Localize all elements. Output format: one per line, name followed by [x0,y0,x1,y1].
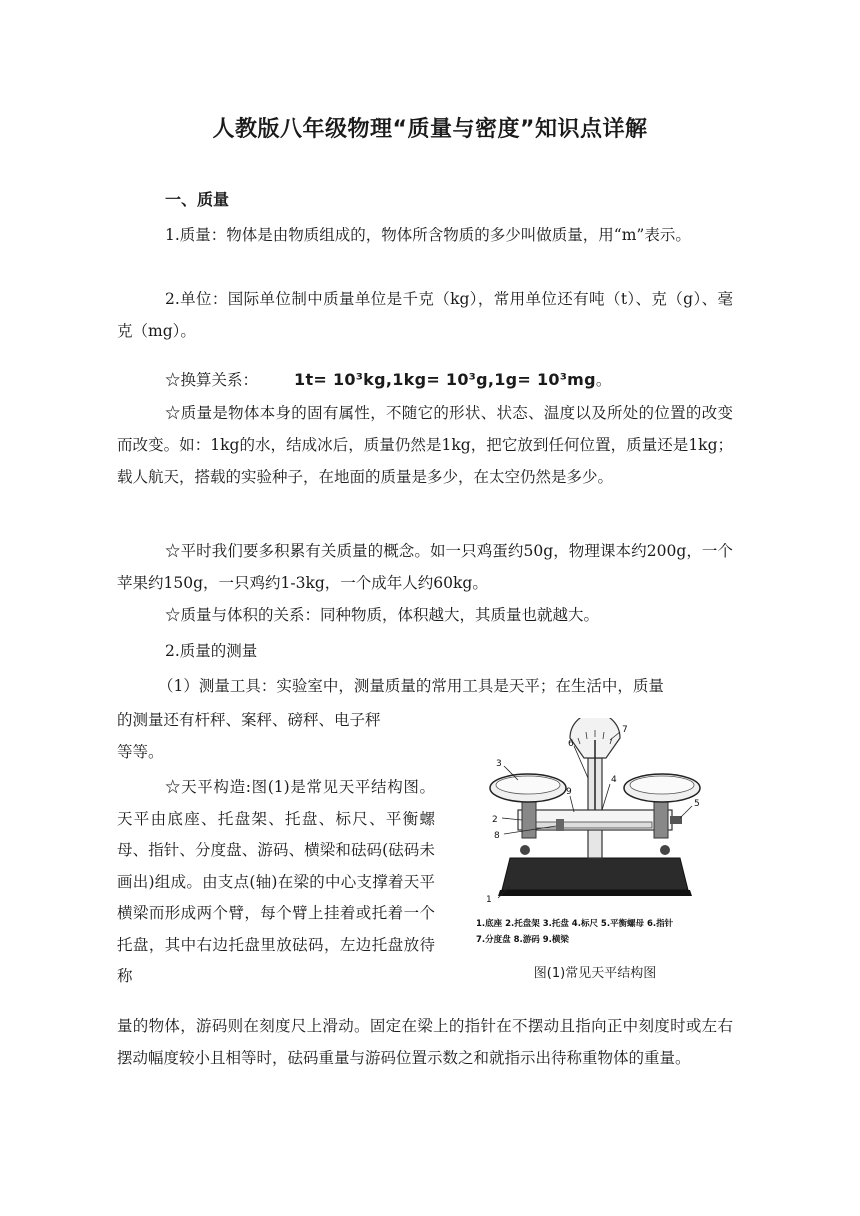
paragraph-tools-line3: 等等。 [117,743,164,761]
figure-number: 9 [566,787,572,797]
paragraph-measurement-heading: 2.质量的测量 [165,642,258,660]
conversion-label: ☆换算关系： [165,371,259,389]
figure-number: 3 [496,759,502,769]
paragraph-units: 2.单位：国际单位制中质量单位是千克（kg），常用单位还有吨（t）、克（g）、毫克（mg）。 [117,290,733,340]
figure-number: 6 [568,739,574,749]
figure-number: 1 [486,895,492,905]
conversion-row [165,363,611,395]
figure-legend-row1: 1.底座 2.托盘架 3.托盘 4.标尺 5.平衡螺母 6.指针 [476,919,674,929]
balance-diagram [470,718,720,958]
paragraph-mass-definition: 1.质量：物体是由物质组成的，物体所含物质的多少叫做质量，用“m”表示。 [165,226,691,244]
paragraph-estimates: ☆平时我们要多积累有关质量的概念。如一只鸡蛋约50g，物理课本约200g，一个苹果约150g，一只鸡约1-3kg，一个成年人约60kg。 [117,542,733,592]
figure-number: 2 [492,815,498,825]
paragraph-tools-line1: （1）测量工具：实验室中，测量质量的常用工具是天平；在生活中，质量 [158,677,664,695]
conversion-end: 。 [595,371,612,389]
figure-number: 7 [622,725,628,735]
paragraph-volume-relation: ☆质量与体积的关系：同种物质，体积越大，其质量也就越大。 [165,606,600,624]
figure-number: 5 [694,799,700,809]
balance-illustration [470,718,720,958]
figure-legend-row2: 7.分度盘 8.游码 9.横梁 [476,935,569,945]
figure-number: 8 [494,831,500,841]
figure-caption: 图(1)常见天平结构图 [533,966,657,981]
paragraph-balance-usage: 量的物体，游码则在刻度尺上滑动。固定在梁上的指针在不摆动且指向正中刻度时或左右摆动幅度较小且相等时，砝码重量与游码位置示数之和就指示出待称重物体的重量。 [117,1017,733,1067]
paragraph-property: ☆质量是物体本身的固有属性，不随它的形状、状态、温度以及所处的位置的改变而改变。如：1kg的水，结成冰后，质量仍然是1kg，把它放到任何位置，质量还是1kg；载人航天，搭载的实验种子，在地面的质量是多少，在太空仍然是多少。 [117,404,733,486]
figure-number: 4 [611,775,617,785]
section-heading: 一、质量 [165,190,230,209]
paragraph-tools-line2: 的测量还有杆秤、案秤、磅秤、电子秤 [117,711,381,729]
paragraph-balance-structure: ☆天平构造:图(1)是常见天平结构图。天平由底座、托盘架、托盘、标尺、平衡螺母、指针、分度盘、游码、横梁和砝码(砝码未画出)组成。由支点(轴)在梁的中心支撑着天平横梁而形成两个臂，每个臂上挂着或托着一个托盘，其中右边托盘里放砝码，左边托盘放待称 [117,778,435,985]
conversion-formula: 1t= 10³kg,1kg= 10³g,1g= 10³mg [294,369,596,389]
page-title: 人教版八年级物理“质量与密度”知识点详解 [212,117,648,142]
